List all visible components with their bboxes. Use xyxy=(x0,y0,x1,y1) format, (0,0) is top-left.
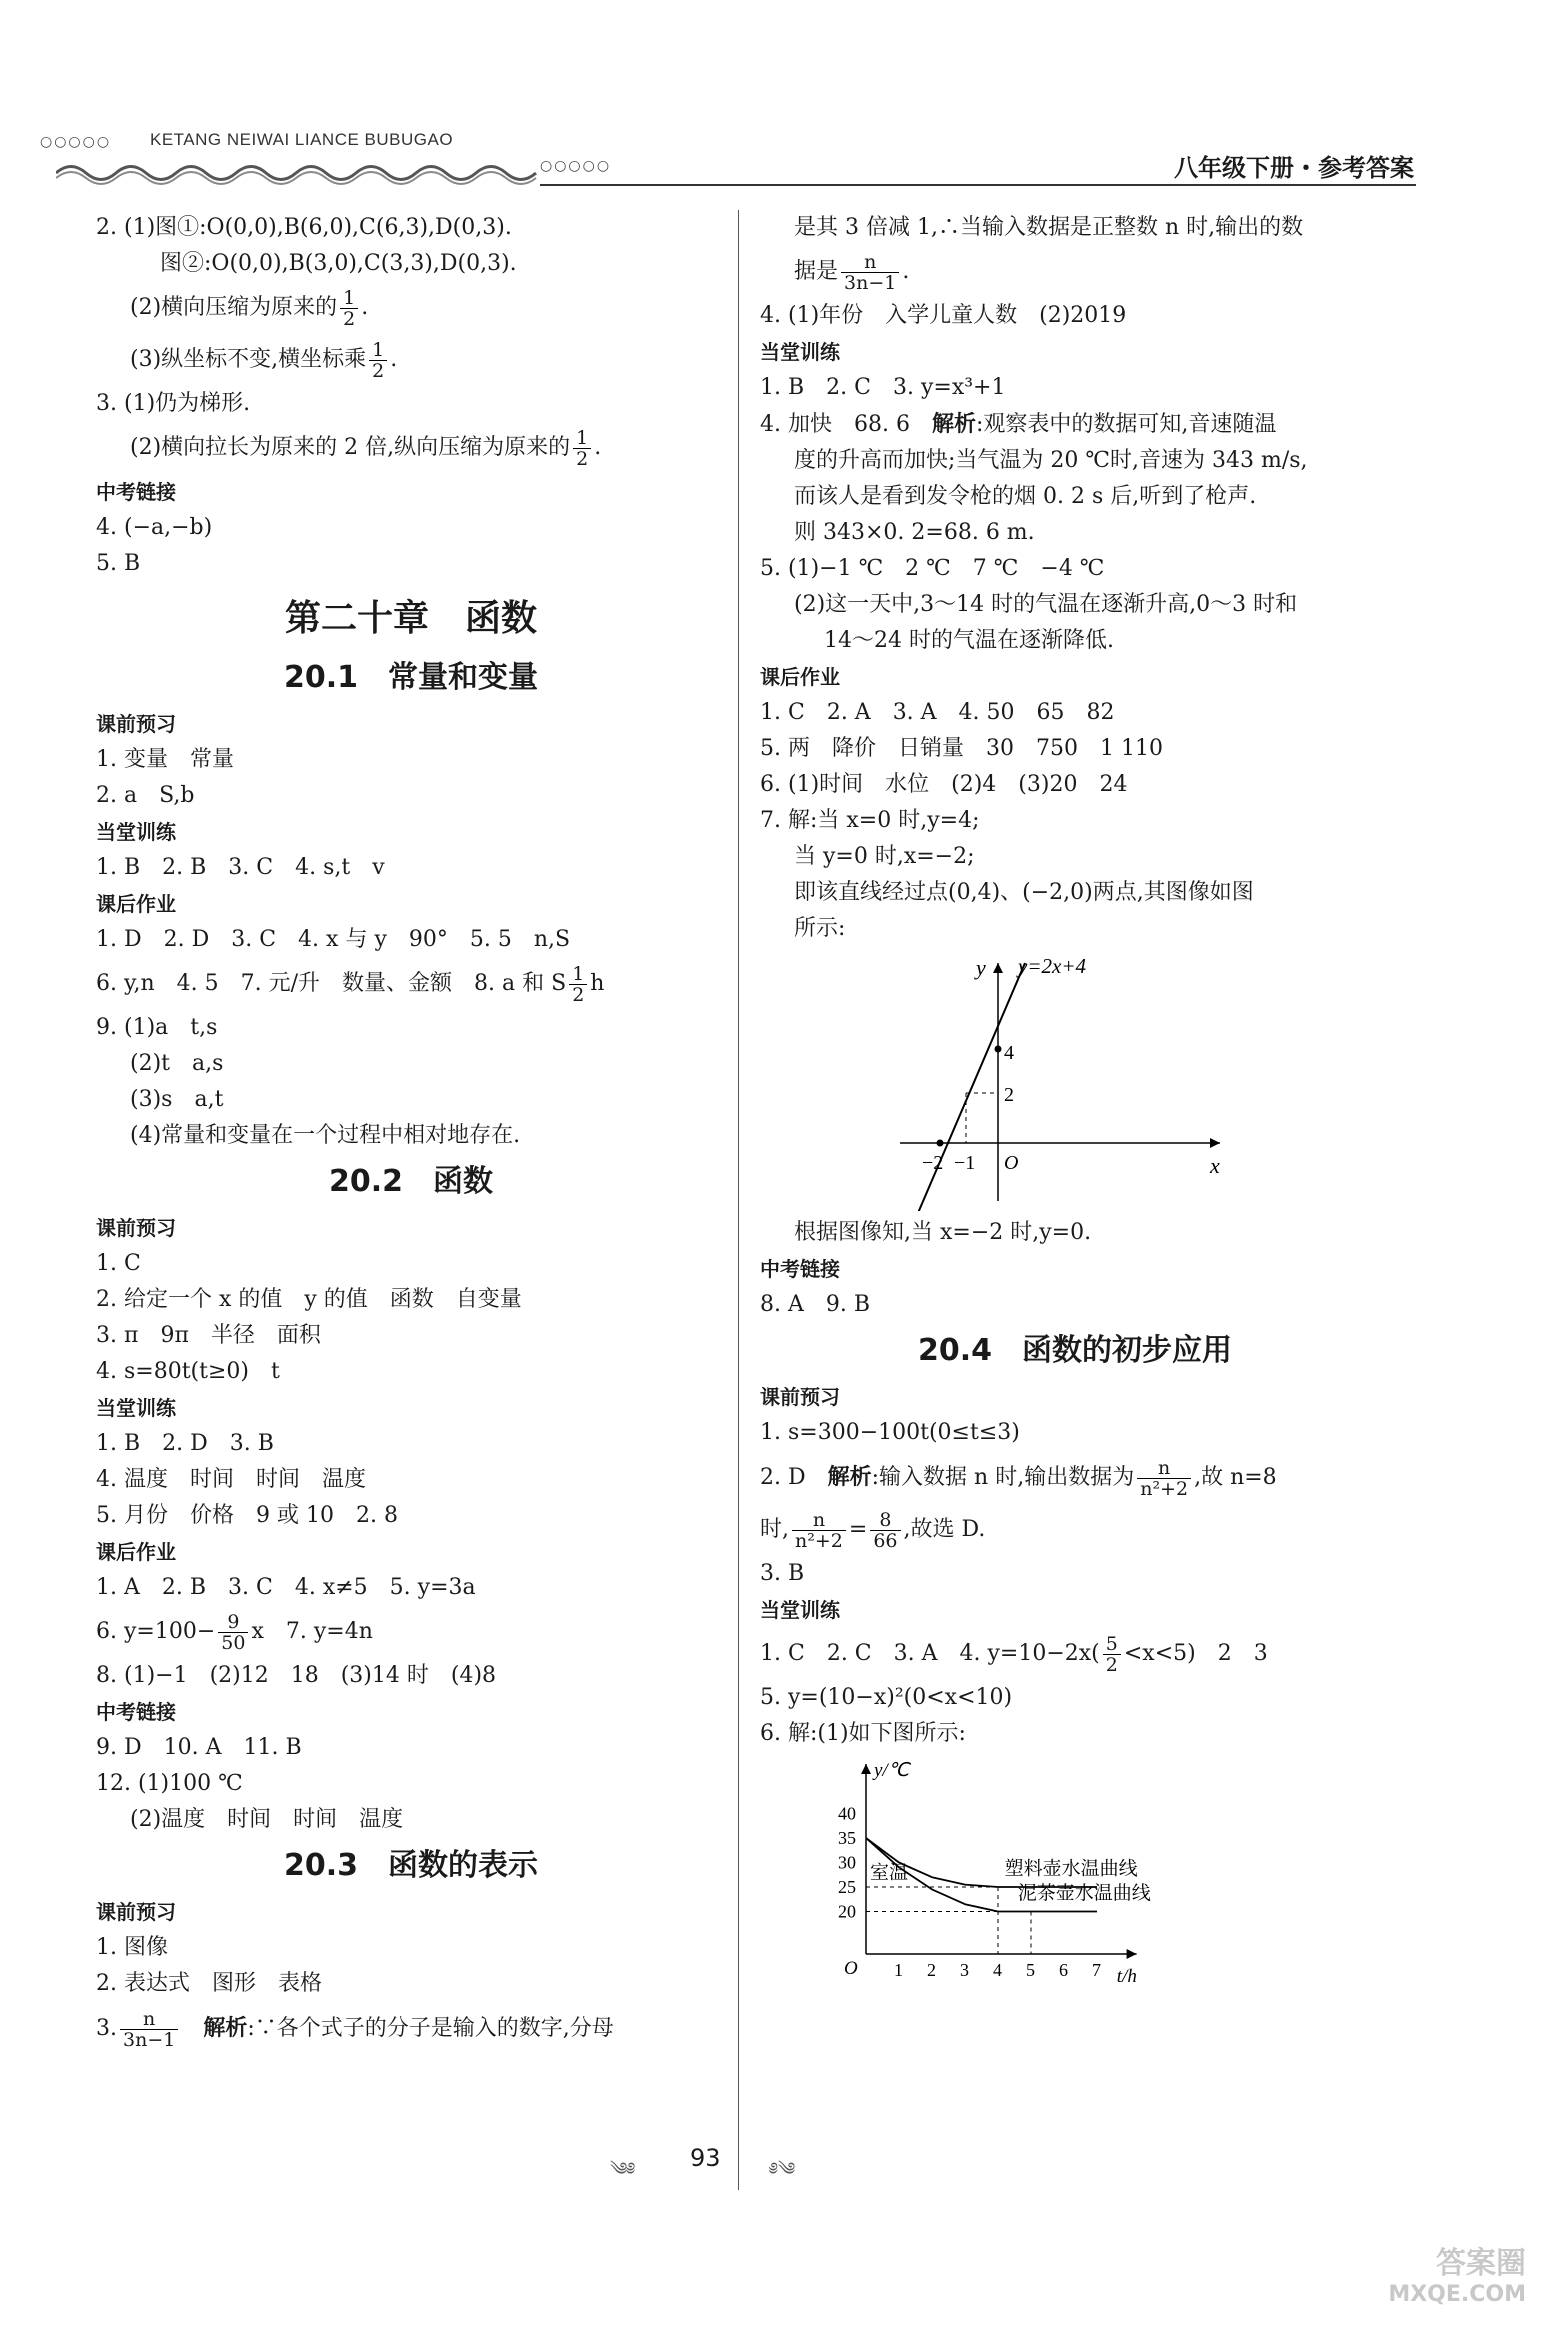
x-axis-label: x xyxy=(1210,1153,1220,1178)
point-0-4 xyxy=(995,1046,1002,1053)
header-dots-left: ○○○○○ xyxy=(40,134,112,150)
header-ornament-band xyxy=(56,160,556,186)
answer-line: 12. (1)100 ℃ xyxy=(96,1771,243,1796)
series-label: 塑料壶水温曲线 xyxy=(1004,1857,1138,1880)
fraction: $\frac{n}{3n-1}$ xyxy=(841,252,899,293)
answer-line: 据是 $\frac{n}{3n-1}$ . xyxy=(794,250,910,294)
watermark-url: MXQE.COM xyxy=(1388,2282,1526,2307)
y-tick-label: 30 xyxy=(838,1852,856,1873)
y-tick-label: 25 xyxy=(838,1877,856,1897)
y-tick-label: 35 xyxy=(838,1828,856,1848)
page-header-title: 八年级下册・参考答案 xyxy=(1174,154,1414,182)
fraction: $\frac{1}{2}$ xyxy=(340,288,358,329)
answer-line: 图②:O(0,0),B(3,0),C(3,3),D(0,3). xyxy=(160,251,517,276)
lesson-title: 20.4 函数的初步应用 xyxy=(917,1333,1233,1368)
series-label: 泥茶壶水温曲线 xyxy=(1017,1881,1151,1904)
tick-label: 2 xyxy=(1004,1084,1014,1106)
header-rule xyxy=(540,184,1416,186)
answer-line: (4)常量和变量在一个过程中相对地存在. xyxy=(130,1123,521,1148)
section-label: 当堂训练 xyxy=(760,340,840,364)
linear-function-graph xyxy=(760,951,1390,1211)
point-m2-0 xyxy=(937,1140,944,1147)
section-label: 课后作业 xyxy=(96,1540,176,1564)
answer-line: 7. 解:当 x=0 时,y=4; xyxy=(760,808,980,833)
answer-line: 2. 表达式 图形 表格 xyxy=(96,1971,322,1996)
y-tick-label: 40 xyxy=(838,1803,856,1824)
footer-ornament-left: ༄༅ xyxy=(610,2159,636,2180)
answer-line: 3. B xyxy=(760,1561,805,1586)
x-tick-label: 1 xyxy=(894,1960,903,1980)
series-name: KETANG NEIWAI LIANCE BUBUGAO xyxy=(150,130,454,149)
lesson-title: 20.3 函数的表示 xyxy=(283,1848,539,1883)
answer-line: 8. A 9. B xyxy=(760,1292,871,1317)
section-label: 当堂训练 xyxy=(96,1396,176,1420)
answer-line: 4. (−a,−b) xyxy=(96,515,213,540)
answer-line: 1. B 2. C 3. y=x³+1 xyxy=(760,375,1006,400)
fraction: $\frac{n}{3n-1}$ xyxy=(120,2009,178,2050)
fraction: $\frac{1}{2}$ xyxy=(569,964,587,1005)
answer-line: 6. y,n 4. 5 7. 元/升 数量、金额 8. a 和 S $\frac{1}{2}$ h xyxy=(96,962,605,1006)
answer-line: 5. 月份 价格 9 或 10 2. 8 xyxy=(96,1503,398,1528)
answer-line: (2)横向压缩为原来的 $\frac{1}{2}$ . xyxy=(130,286,369,330)
answer-line: 1. C 2. C 3. A 4. y=10−2x( $\frac{5}{2}$ <x<5) 2 3 xyxy=(760,1632,1268,1676)
answer-line: 5. y=(10−x)²(0<x<10) xyxy=(760,1685,1013,1710)
answer-line: 6. 解:(1)如下图所示: xyxy=(760,1721,966,1746)
x-tick-label: 2 xyxy=(927,1960,936,1980)
temperature-chart xyxy=(760,1756,1390,1996)
answer-line: 1. s=300−100t(0≤t≤3) xyxy=(760,1420,1020,1445)
answer-line: 2. D 解析:输入数据 n 时,输出数据为 $\frac{n}{\text{n²+2}}$ ,故 n=8 xyxy=(760,1456,1277,1500)
chapter-title: 第二十章 函数 xyxy=(284,598,537,639)
line-label: y=2x+4 xyxy=(1018,954,1086,978)
x-tick-label: 6 xyxy=(1059,1960,1068,1980)
answer-line: 1. B 2. D 3. B xyxy=(96,1431,274,1456)
section-label: 课前预习 xyxy=(96,712,176,736)
answer-line: 4. s=80t(t≥0) t xyxy=(96,1359,280,1384)
section-label: 课前预习 xyxy=(96,1216,176,1240)
lesson-title: 20.2 函数 xyxy=(328,1164,494,1199)
y-axis-label: y xyxy=(976,955,986,980)
answer-line: 即该直线经过点(0,4)、(−2,0)两点,其图像如图 xyxy=(794,880,1254,905)
y-axis-arrow xyxy=(861,1764,871,1774)
fraction: $\frac{5}{2}$ xyxy=(1103,1634,1121,1675)
section-label: 课前预习 xyxy=(760,1385,840,1409)
x-tick-label: 4 xyxy=(993,1960,1002,1980)
annotation-room-temp: 室温 xyxy=(870,1861,909,1884)
fraction: $\frac{n}{\text{n²+2}}$ xyxy=(792,1510,846,1551)
answer-line: 5. (1)−1 ℃ 2 ℃ 7 ℃ −4 ℃ xyxy=(760,556,1105,581)
answer-line: 而该人是看到发令枪的烟 0. 2 s 后,听到了枪声. xyxy=(794,484,1257,509)
section-label: 课后作业 xyxy=(96,892,176,916)
fraction: $\frac{n}{\text{n²+2}}$ xyxy=(1137,1458,1191,1499)
footer-ornament-right: ༅༄ xyxy=(770,2159,796,2180)
section-label: 中考链接 xyxy=(96,480,176,504)
tick-label: −1 xyxy=(954,1152,976,1174)
answer-line: 9. (1)a t,s xyxy=(96,1015,218,1040)
origin-label: O xyxy=(1004,1152,1019,1174)
answer-line: (2)t a,s xyxy=(130,1051,224,1076)
section-label: 当堂训练 xyxy=(760,1598,840,1622)
answer-line: 1. A 2. B 3. C 4. x≠5 5. y=3a xyxy=(96,1575,476,1600)
y-axis-arrow xyxy=(993,963,1003,973)
answer-line: 1. 变量 常量 xyxy=(96,747,234,772)
answer-line: 5. 两 降价 日销量 30 750 1 110 xyxy=(760,736,1163,761)
answer-line: (3)s a,t xyxy=(130,1087,224,1112)
answer-line: 所示: xyxy=(794,916,846,941)
answer-line: 5. B xyxy=(96,551,141,576)
answer-line: 4. 温度 时间 时间 温度 xyxy=(96,1467,366,1492)
answer-line: 3. π 9π 半径 面积 xyxy=(96,1323,321,1348)
answer-line: (2)这一天中,3～14 时的气温在逐渐升高,0～3 时和 xyxy=(794,592,1298,617)
answer-line: (2)温度 时间 时间 温度 xyxy=(130,1807,404,1832)
answer-line: 8. (1)−1 (2)12 18 (3)14 时 (4)8 xyxy=(96,1663,497,1688)
answer-line: 6. y=100− $\frac{9}{50}$ x 7. y=4n xyxy=(96,1610,373,1654)
header-dots-right: ○○○○○ xyxy=(540,158,612,174)
column-divider xyxy=(738,210,739,2190)
answer-line: 3. (1)仍为梯形. xyxy=(96,391,251,416)
answer-line: 2. (1)图①:O(0,0),B(6,0),C(6,3),D(0,3). xyxy=(96,215,512,240)
right-column xyxy=(760,210,1390,2000)
x-tick-label: 5 xyxy=(1026,1960,1035,1980)
answer-line: (2)横向拉长为原来的 2 倍,纵向压缩为原来的 $\frac{1}{2}$ . xyxy=(130,426,602,470)
fraction: $\frac{1}{2}$ xyxy=(369,340,387,381)
answer-line: 4. (1)年份 入学儿童人数 (2)2019 xyxy=(760,303,1127,328)
answer-line: 9. D 10. A 11. B xyxy=(96,1735,302,1760)
tick-label: −2 xyxy=(922,1152,944,1174)
origin-label: O xyxy=(844,1958,858,1979)
answer-line: 是其 3 倍减 1,∴当输入数据是正整数 n 时,输出的数 xyxy=(794,215,1304,240)
y-axis-label: y/℃ xyxy=(874,1760,910,1781)
answer-line: 1. C 2. A 3. A 4. 50 65 82 xyxy=(760,700,1115,725)
answer-line: 2. a S,b xyxy=(96,783,195,808)
answer-line: 3. $\frac{n}{3n-1}$ 解析:∵各个式子的分子是输入的数字,分母 xyxy=(96,2007,614,2051)
left-column xyxy=(96,210,726,2055)
tick-label: 4 xyxy=(1004,1042,1014,1064)
answer-line: 2. 给定一个 x 的值 y 的值 函数 自变量 xyxy=(96,1287,522,1312)
lesson-title: 20.1 常量和变量 xyxy=(283,660,539,695)
section-label: 课前预习 xyxy=(96,1900,176,1924)
x-tick-label: 3 xyxy=(960,1960,969,1980)
watermark-logo: 答案圈 xyxy=(1436,2246,1526,2281)
answer-line: 1. D 2. D 3. C 4. x 与 y 90° 5. 5 n,S xyxy=(96,927,571,952)
section-label: 中考链接 xyxy=(96,1700,176,1724)
answer-line: 1. 图像 xyxy=(96,1935,168,1960)
fraction: $\frac{8}{66}$ xyxy=(870,1510,900,1551)
x-axis-arrow xyxy=(1127,1949,1137,1959)
section-label: 中考链接 xyxy=(760,1257,840,1281)
answer-line: 14～24 时的气温在逐渐降低. xyxy=(824,628,1114,653)
fraction: $\frac{9}{50}$ xyxy=(218,1612,248,1653)
x-axis-arrow xyxy=(1210,1138,1220,1148)
answer-line: (3)纵坐标不变,横坐标乘 $\frac{1}{2}$ . xyxy=(130,338,398,382)
answer-line: 1. B 2. B 3. C 4. s,t v xyxy=(96,855,385,880)
x-tick-label: 7 xyxy=(1092,1960,1101,1980)
page-number: 93 xyxy=(690,2144,721,2172)
answer-line: 4. 加快 68. 6 解析:观察表中的数据可知,音速随温 xyxy=(760,411,1277,437)
section-label: 当堂训练 xyxy=(96,820,176,844)
answer-line: 度的升高而加快;当气温为 20 ℃时,音速为 343 m/s, xyxy=(794,448,1308,473)
answer-line: 1. C xyxy=(96,1251,141,1276)
answer-line: 时, $\frac{n}{\text{n²+2}}$ = $\frac{8}{66}$ ,故选 D. xyxy=(760,1508,986,1552)
fraction: $\frac{1}{2}$ xyxy=(573,428,591,469)
y-tick-label: 20 xyxy=(838,1901,856,1922)
answer-line: 则 343×0. 2=68. 6 m. xyxy=(794,520,1035,545)
answer-line: 当 y=0 时,x=−2; xyxy=(794,844,975,869)
x-axis-label: t/h xyxy=(1116,1966,1137,1987)
section-label: 课后作业 xyxy=(760,665,840,689)
answer-line: 6. (1)时间 水位 (2)4 (3)20 24 xyxy=(760,772,1128,797)
answer-line: 根据图像知,当 x=−2 时,y=0. xyxy=(794,1220,1092,1245)
